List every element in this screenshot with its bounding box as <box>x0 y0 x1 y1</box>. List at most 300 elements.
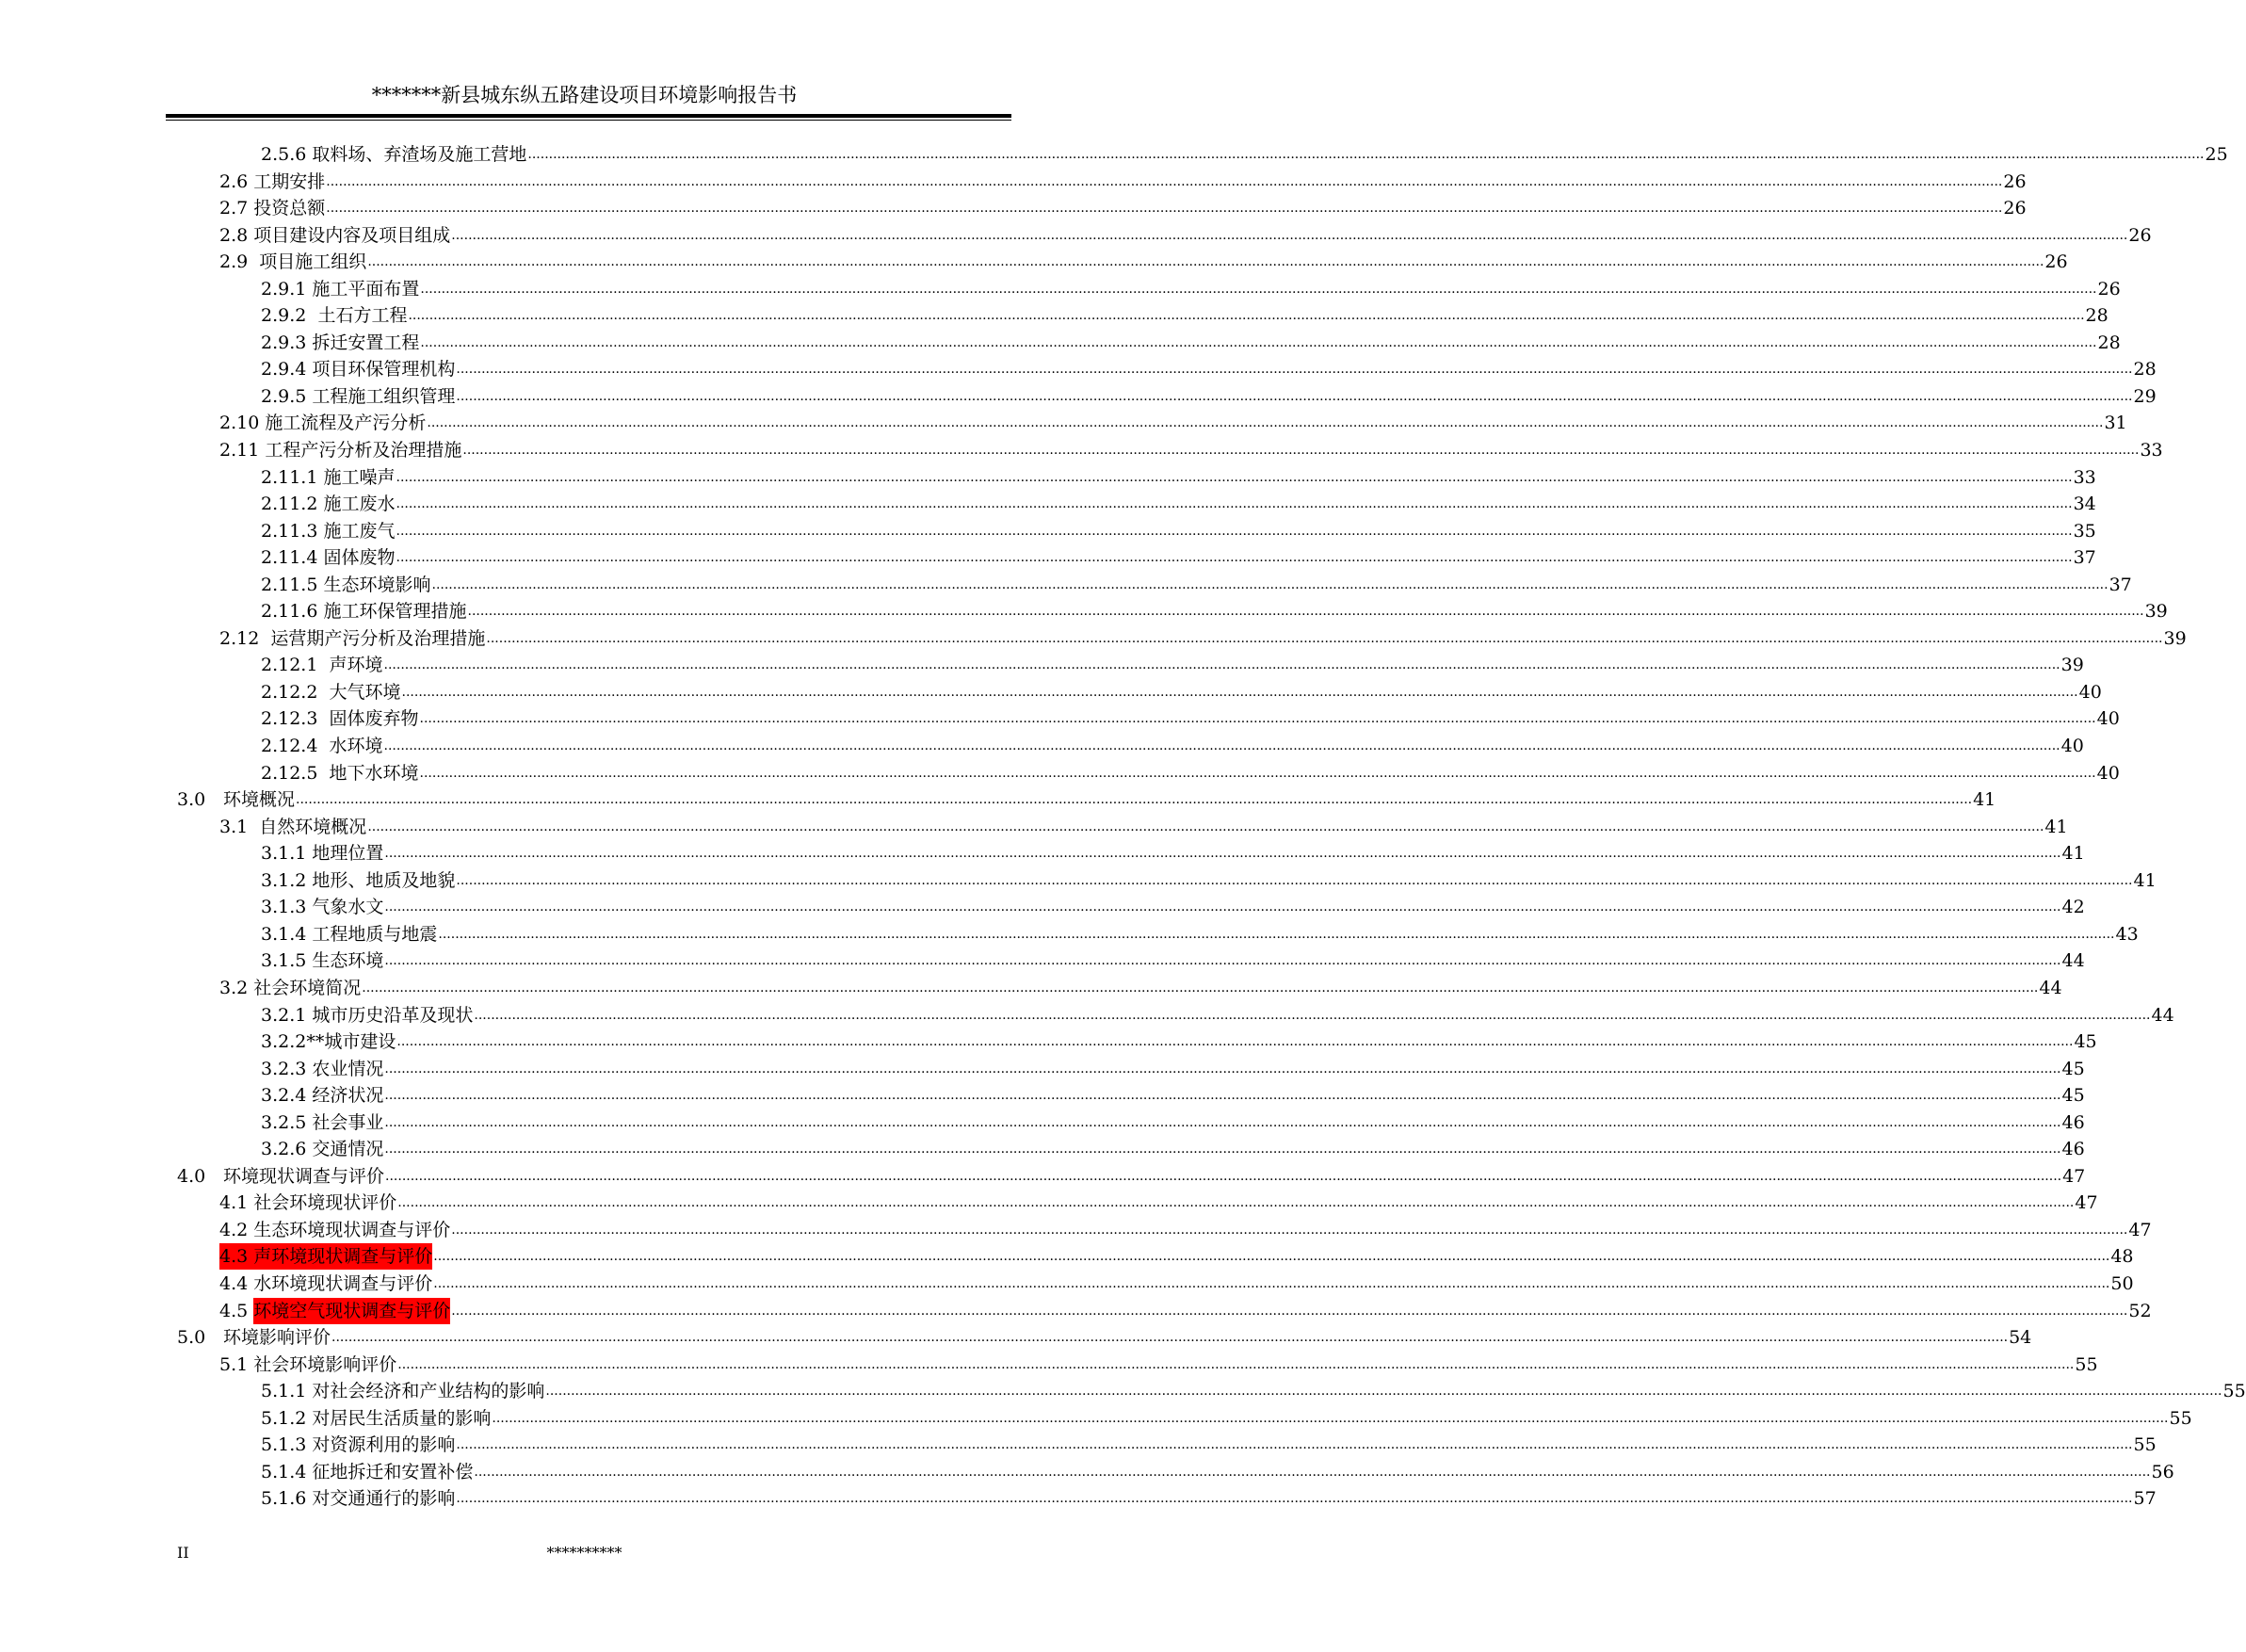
toc-entry[interactable] <box>261 1002 2174 1028</box>
toc-entry-title: 水环境 <box>329 736 383 757</box>
toc-row <box>0 1485 2157 1513</box>
toc-entry-number: 2.6 <box>219 170 254 192</box>
toc-dot-leader: ................................................................................................................................................................................................................................................................................................................................................................................................................ <box>492 1410 2169 1426</box>
toc-entry-title: 工程施工组织管理 <box>312 385 456 407</box>
toc-row <box>0 786 1996 814</box>
toc-entry[interactable] <box>219 437 2163 463</box>
toc-row <box>0 464 2096 492</box>
toc-entry-title: 项目建设内容及项目组成 <box>253 224 451 246</box>
toc-entry-title: 环境空气现状调查与评价 <box>253 1298 450 1324</box>
table-of-contents <box>0 141 2246 1513</box>
toc-entry-number: 2.11.1 <box>261 466 324 488</box>
toc-entry[interactable] <box>261 598 2168 624</box>
toc-row <box>0 1298 2152 1325</box>
toc-entry-number: 4.1 <box>219 1192 254 1214</box>
footer-center-text: ********** <box>546 1544 622 1562</box>
toc-entry[interactable] <box>219 410 2127 436</box>
toc-entry-title: 环境影响评价 <box>223 1327 331 1349</box>
toc-entry[interactable] <box>261 141 2228 168</box>
toc-dot-leader: ................................................................................................................................................................................................................................................................................................................................................................................................................ <box>456 388 2133 404</box>
toc-entry[interactable] <box>261 867 2157 894</box>
toc-row <box>0 625 2187 653</box>
toc-entry[interactable] <box>261 1459 2174 1485</box>
toc-row <box>0 1432 2157 1459</box>
toc-entry[interactable] <box>261 1109 2085 1136</box>
toc-entry[interactable] <box>261 1028 2097 1055</box>
toc-dot-leader: ................................................................................................................................................................................................................................................................................................................................................................................................................ <box>451 1303 2128 1319</box>
toc-row <box>0 141 2228 169</box>
toc-entry-number: 2.10 <box>219 413 266 434</box>
toc-dot-leader: ................................................................................................................................................................................................................................................................................................................................................................................................................ <box>396 496 2073 512</box>
toc-row <box>0 383 2157 411</box>
toc-entry-number: 4.0 <box>177 1165 206 1187</box>
toc-row <box>0 410 2127 437</box>
toc-entry[interactable] <box>261 356 2157 382</box>
toc-entry-number: 2.9.1 <box>261 278 313 300</box>
toc-dot-leader: ................................................................................................................................................................................................................................................................................................................................................................................................................ <box>296 792 1973 808</box>
toc-entry[interactable] <box>219 625 2187 652</box>
toc-entry[interactable] <box>261 652 2084 678</box>
toc-entry-number: 3.1.4 <box>261 923 313 945</box>
toc-entry[interactable] <box>261 491 2096 517</box>
toc-row <box>0 679 2102 706</box>
toc-dot-leader: ................................................................................................................................................................................................................................................................................................................................................................................................................ <box>384 846 2061 862</box>
toc-entry[interactable] <box>261 330 2121 356</box>
toc-entry[interactable] <box>177 786 1996 813</box>
toc-entry-title: 对居民生活质量的影响 <box>312 1407 492 1429</box>
toc-entry[interactable] <box>219 195 2027 221</box>
toc-entry-title: 项目环保管理机构 <box>312 359 456 381</box>
toc-entry-page: 55 <box>2075 1353 2098 1375</box>
toc-entry-page: 25 <box>2205 144 2228 165</box>
toc-entry-page: 39 <box>2060 655 2084 676</box>
toc-entry-title: 固体废弃物 <box>329 708 419 730</box>
toc-row <box>0 975 2062 1002</box>
toc-entry-page: 40 <box>2078 681 2102 703</box>
toc-entry-number: 2.9 <box>219 251 260 273</box>
toc-row <box>0 1163 2086 1190</box>
toc-row <box>0 276 2121 303</box>
toc-entry-page: 42 <box>2061 897 2085 918</box>
toc-entry[interactable] <box>261 383 2157 410</box>
toc-row <box>0 894 2085 921</box>
toc-row <box>0 572 2132 599</box>
toc-entry-number: 3.2.4 <box>261 1085 313 1107</box>
toc-entry-page: 44 <box>2061 950 2085 972</box>
toc-dot-leader: ................................................................................................................................................................................................................................................................................................................................................................................................................ <box>384 953 2061 969</box>
toc-entry-number: 3.2.6 <box>261 1139 313 1160</box>
toc-dot-leader: ................................................................................................................................................................................................................................................................................................................................................................................................................ <box>383 738 2060 754</box>
toc-entry-page: 43 <box>2115 923 2139 945</box>
toc-entry-page: 44 <box>2039 977 2062 998</box>
toc-entry[interactable] <box>219 975 2062 1001</box>
toc-entry-page: 47 <box>2075 1192 2098 1214</box>
toc-entry-title: 社会环境现状评价 <box>253 1192 397 1214</box>
toc-entry[interactable] <box>261 705 2120 732</box>
toc-row <box>0 867 2157 895</box>
toc-entry-title: 施工平面布置 <box>312 278 420 300</box>
toc-entry-page: 44 <box>2151 1004 2174 1026</box>
toc-entry-page: 41 <box>2044 816 2068 837</box>
toc-entry-title: 项目施工组织 <box>259 251 367 273</box>
toc-entry[interactable] <box>177 1324 2032 1351</box>
toc-dot-leader: ................................................................................................................................................................................................................................................................................................................................................................................................................ <box>431 576 2109 592</box>
toc-dot-leader: ................................................................................................................................................................................................................................................................................................................................................................................................................ <box>474 1464 2151 1480</box>
toc-entry-number: 3.1.3 <box>261 897 313 918</box>
toc-entry-page: 46 <box>2061 1139 2085 1160</box>
toc-entry-title: 工程地质与地震 <box>312 923 438 945</box>
toc-row <box>0 1056 2085 1083</box>
toc-row <box>0 1378 2246 1405</box>
toc-entry-title: 生态环境影响 <box>323 574 431 595</box>
toc-entry-number: 2.11 <box>219 440 266 462</box>
toc-entry-number: 2.9.2 <box>261 305 318 327</box>
toc-entry-title: **城市建设 <box>306 1031 396 1053</box>
toc-entry-page: 26 <box>2097 278 2121 300</box>
toc-entry[interactable] <box>219 249 2068 275</box>
toc-entry[interactable] <box>261 1432 2157 1458</box>
toc-entry-number: 2.5.6 <box>261 144 313 165</box>
toc-entry-page: 40 <box>2096 762 2120 784</box>
toc-entry[interactable] <box>261 1485 2157 1512</box>
toc-row <box>0 733 2084 760</box>
toc-entry-title: 拆迁安置工程 <box>312 332 420 353</box>
toc-dot-leader: ................................................................................................................................................................................................................................................................................................................................................................................................................ <box>456 1491 2133 1507</box>
toc-entry-page: 26 <box>2128 224 2152 246</box>
toc-entry[interactable] <box>219 169 2027 195</box>
toc-dot-leader: ................................................................................................................................................................................................................................................................................................................................................................................................................ <box>456 872 2133 888</box>
toc-dot-leader: ................................................................................................................................................................................................................................................................................................................................................................................................................ <box>396 550 2073 566</box>
toc-entry-page: 57 <box>2133 1488 2157 1510</box>
toc-entry[interactable] <box>261 1082 2085 1109</box>
toc-entry-number: 2.12.2 <box>261 681 330 703</box>
toc-dot-leader: ................................................................................................................................................................................................................................................................................................................................................................................................................ <box>385 1168 2062 1184</box>
toc-dot-leader: ................................................................................................................................................................................................................................................................................................................................................................................................................ <box>326 201 2003 217</box>
toc-entry-title: 固体废物 <box>323 547 396 569</box>
toc-entry-number: 2.12.5 <box>261 762 330 784</box>
toc-row <box>0 840 2085 867</box>
toc-entry-page: 28 <box>2097 332 2121 353</box>
toc-entry-number: 4.4 <box>219 1272 254 1294</box>
toc-row <box>0 947 2085 975</box>
toc-entry-title: 农业情况 <box>312 1058 384 1079</box>
toc-entry-page: 28 <box>2133 359 2157 381</box>
toc-entry[interactable] <box>261 840 2085 866</box>
toc-entry-number: 2.9.5 <box>261 385 313 407</box>
toc-entry-number: 2.11.5 <box>261 574 324 595</box>
toc-entry-page: 39 <box>2163 627 2187 649</box>
toc-entry-title: 水环境现状调查与评价 <box>253 1272 433 1294</box>
toc-dot-leader: ................................................................................................................................................................................................................................................................................................................................................................................................................ <box>438 926 2115 942</box>
toc-dot-leader: ................................................................................................................................................................................................................................................................................................................................................................................................................ <box>367 254 2044 270</box>
header-rule-thin <box>166 120 1011 121</box>
toc-entry-number: 3.1.2 <box>261 869 313 891</box>
toc-dot-leader: ................................................................................................................................................................................................................................................................................................................................................................................................................ <box>456 362 2133 378</box>
toc-dot-leader: ................................................................................................................................................................................................................................................................................................................................................................................................................ <box>451 227 2128 243</box>
toc-entry-page: 41 <box>2061 843 2085 865</box>
toc-entry-title: 声环境 <box>329 655 383 676</box>
toc-entry[interactable] <box>261 894 2085 920</box>
toc-entry-title: 社会环境简况 <box>253 977 362 998</box>
toc-entry[interactable] <box>261 518 2096 544</box>
toc-entry[interactable] <box>219 1190 2098 1216</box>
toc-entry-page: 37 <box>2073 547 2096 569</box>
toc-entry-number: 3.2.5 <box>261 1111 313 1133</box>
toc-row <box>0 302 2109 330</box>
toc-row <box>0 1243 2134 1271</box>
toc-entry-title: 自然环境概况 <box>259 816 367 837</box>
toc-entry-page: 26 <box>2044 251 2068 273</box>
toc-entry-number: 2.8 <box>219 224 254 246</box>
header-rule-thick <box>166 114 1011 118</box>
toc-entry-title: 运营期产污分析及治理措施 <box>270 627 486 649</box>
toc-dot-leader: ................................................................................................................................................................................................................................................................................................................................................................................................................ <box>408 308 2085 324</box>
toc-dot-leader: ................................................................................................................................................................................................................................................................................................................................................................................................................ <box>433 1249 2110 1265</box>
toc-entry-title: 气象水文 <box>312 897 384 918</box>
toc-entry[interactable] <box>219 1217 2152 1243</box>
toc-entry[interactable] <box>261 760 2120 786</box>
toc-row <box>0 1352 2098 1379</box>
toc-entry-title: 地理位置 <box>312 843 384 865</box>
toc-dot-leader: ................................................................................................................................................................................................................................................................................................................................................................................................................ <box>419 765 2096 781</box>
toc-row <box>0 1190 2098 1217</box>
toc-entry-number: 2.12.4 <box>261 736 330 757</box>
toc-entry-title: 社会环境影响评价 <box>253 1353 397 1375</box>
toc-dot-leader: ................................................................................................................................................................................................................................................................................................................................................................................................................ <box>384 1114 2061 1130</box>
toc-row <box>0 437 2163 464</box>
toc-dot-leader: ................................................................................................................................................................................................................................................................................................................................................................................................................ <box>462 443 2140 459</box>
toc-entry[interactable] <box>177 1163 2086 1190</box>
toc-entry-number: 5.1 <box>219 1353 254 1375</box>
toc-entry-page: 34 <box>2073 494 2096 515</box>
toc-row <box>0 1136 2085 1163</box>
toc-entry-number: 2.12.3 <box>261 708 330 730</box>
toc-entry-page: 40 <box>2096 708 2120 730</box>
toc-entry-page: 46 <box>2061 1111 2085 1133</box>
toc-row <box>0 1405 2192 1433</box>
toc-row <box>0 356 2157 383</box>
toc-entry[interactable] <box>261 921 2139 947</box>
toc-dot-leader: ................................................................................................................................................................................................................................................................................................................................................................................................................ <box>362 980 2039 996</box>
toc-entry-number: 4.2 <box>219 1219 254 1240</box>
toc-entry-title: 工期安排 <box>253 170 326 192</box>
toc-entry-page: 45 <box>2061 1058 2085 1079</box>
toc-entry[interactable] <box>219 1352 2098 1378</box>
toc-entry[interactable] <box>261 1056 2085 1082</box>
toc-entry-title: 地下水环境 <box>329 762 419 784</box>
toc-entry-page: 39 <box>2144 601 2168 623</box>
toc-row <box>0 1028 2097 1056</box>
toc-entry[interactable] <box>261 544 2096 571</box>
toc-dot-leader: ................................................................................................................................................................................................................................................................................................................................................................................................................ <box>326 173 2003 189</box>
toc-entry[interactable] <box>219 222 2152 249</box>
toc-entry-number: 5.0 <box>177 1327 206 1349</box>
toc-dot-leader: ................................................................................................................................................................................................................................................................................................................................................................................................................ <box>467 604 2144 620</box>
toc-entry[interactable] <box>261 679 2102 705</box>
toc-row <box>0 169 2027 196</box>
toc-entry[interactable] <box>219 1298 2152 1324</box>
toc-row <box>0 1324 2032 1352</box>
toc-entry-page: 50 <box>2110 1272 2134 1294</box>
toc-entry[interactable] <box>261 302 2109 329</box>
toc-dot-leader: ................................................................................................................................................................................................................................................................................................................................................................................................................ <box>383 657 2060 673</box>
toc-dot-leader: ................................................................................................................................................................................................................................................................................................................................................................................................................ <box>384 1088 2061 1104</box>
toc-entry-title: 生态环境 <box>312 950 384 972</box>
toc-entry-title: 工程产污分析及治理措施 <box>265 440 462 462</box>
toc-entry-page: 56 <box>2151 1461 2174 1482</box>
toc-dot-leader: ................................................................................................................................................................................................................................................................................................................................................................................................................ <box>420 334 2097 350</box>
toc-entry-page: 33 <box>2073 466 2096 488</box>
toc-entry-number: 3.1 <box>219 816 260 837</box>
toc-entry-page: 48 <box>2110 1246 2134 1268</box>
toc-dot-leader: ................................................................................................................................................................................................................................................................................................................................................................................................................ <box>419 711 2096 727</box>
toc-entry-title: 环境概况 <box>223 789 296 811</box>
toc-entry-number: 3.2.2 <box>261 1031 307 1053</box>
toc-entry-page: 37 <box>2109 574 2132 595</box>
toc-row <box>0 1082 2085 1109</box>
toc-dot-leader: ................................................................................................................................................................................................................................................................................................................................................................................................................ <box>384 1061 2061 1077</box>
toc-entry-title: 对交通通行的影响 <box>312 1488 456 1510</box>
toc-dot-leader: ................................................................................................................................................................................................................................................................................................................................................................................................................ <box>331 1330 2009 1346</box>
toc-entry-number: 5.1.6 <box>261 1488 313 1510</box>
toc-entry-title: 投资总额 <box>253 198 326 219</box>
footer-page-number: II <box>177 1544 189 1562</box>
toc-entry-title: 施工废气 <box>323 520 396 542</box>
toc-dot-leader: ................................................................................................................................................................................................................................................................................................................................................................................................................ <box>451 1222 2128 1238</box>
toc-entry-page: 47 <box>2062 1165 2086 1187</box>
toc-entry-number: 5.1.1 <box>261 1381 313 1402</box>
toc-entry[interactable] <box>261 733 2084 759</box>
toc-entry[interactable] <box>261 1405 2192 1432</box>
toc-entry[interactable] <box>261 1136 2085 1162</box>
toc-entry-title: 城市历史沿革及现状 <box>312 1004 474 1026</box>
toc-dot-leader: ................................................................................................................................................................................................................................................................................................................................................................................................................ <box>401 684 2078 700</box>
toc-entry-page: 31 <box>2104 413 2127 434</box>
toc-row <box>0 921 2139 948</box>
toc-entry-number: 3.2.3 <box>261 1058 313 1079</box>
toc-row <box>0 1002 2174 1029</box>
toc-entry-number: 2.11.6 <box>261 601 324 623</box>
toc-entry-title: 环境现状调查与评价 <box>223 1165 385 1187</box>
toc-row <box>0 1459 2174 1486</box>
toc-row <box>0 814 2068 841</box>
toc-entry-number: 3.0 <box>177 789 206 811</box>
toc-entry-number: 5.1.3 <box>261 1434 313 1456</box>
toc-entry-page: 41 <box>2133 869 2157 891</box>
toc-entry[interactable] <box>219 1243 2134 1270</box>
toc-dot-leader: ................................................................................................................................................................................................................................................................................................................................................................................................................ <box>486 630 2163 646</box>
toc-entry[interactable] <box>219 1271 2134 1297</box>
toc-row <box>0 652 2084 679</box>
toc-entry[interactable] <box>261 464 2096 491</box>
toc-entry-page: 55 <box>2222 1381 2246 1402</box>
toc-row <box>0 518 2096 545</box>
toc-entry[interactable] <box>219 814 2068 840</box>
toc-entry-title: 土石方工程 <box>317 305 408 327</box>
header-title: *******新县城东纵五路建设项目环境影响报告书 <box>371 84 798 106</box>
toc-row <box>0 544 2096 572</box>
toc-row <box>0 760 2120 787</box>
toc-row <box>0 705 2120 733</box>
toc-row <box>0 222 2152 250</box>
toc-entry-number: 2.12.1 <box>261 655 330 676</box>
toc-entry-title: 征地拆迁和安置补偿 <box>312 1461 474 1482</box>
toc-entry-title: 施工噪声 <box>323 466 396 488</box>
toc-entry-title: 取料场、弃渣场及施工营地 <box>312 144 527 165</box>
toc-entry-page: 26 <box>2003 170 2027 192</box>
toc-entry-page: 45 <box>2074 1031 2097 1053</box>
toc-entry[interactable] <box>261 276 2121 302</box>
toc-entry-number: 2.9.4 <box>261 359 313 381</box>
toc-dot-leader: ................................................................................................................................................................................................................................................................................................................................................................................................................ <box>397 1195 2075 1211</box>
toc-entry-title: 地形、地质及地貌 <box>312 869 456 891</box>
toc-entry-page: 54 <box>2009 1327 2032 1349</box>
toc-entry-page: 55 <box>2169 1407 2192 1429</box>
toc-entry-page: 29 <box>2133 385 2157 407</box>
toc-entry-title: 对资源利用的影响 <box>312 1434 456 1456</box>
toc-dot-leader: ................................................................................................................................................................................................................................................................................................................................................................................................................ <box>396 469 2073 485</box>
toc-entry-title: 4.3 声环境现状调查与评价 <box>219 1243 432 1270</box>
toc-dot-leader: ................................................................................................................................................................................................................................................................................................................................................................................................................ <box>384 1142 2061 1158</box>
toc-entry[interactable] <box>261 572 2132 598</box>
toc-dot-leader: ................................................................................................................................................................................................................................................................................................................................................................................................................ <box>527 147 2205 162</box>
toc-dot-leader: ................................................................................................................................................................................................................................................................................................................................................................................................................ <box>367 818 2044 834</box>
toc-entry-page: 52 <box>2128 1300 2152 1321</box>
toc-entry[interactable] <box>261 1378 2246 1404</box>
toc-entry-number: 2.11.4 <box>261 547 324 569</box>
toc-entry[interactable] <box>261 947 2085 974</box>
toc-row <box>0 249 2068 276</box>
toc-entry-title: 大气环境 <box>329 681 401 703</box>
toc-entry-number: 3.2.1 <box>261 1004 313 1026</box>
toc-entry-title: 经济状况 <box>312 1085 384 1107</box>
toc-entry-number: 2.9.3 <box>261 332 313 353</box>
toc-row <box>0 491 2096 518</box>
toc-dot-leader: ................................................................................................................................................................................................................................................................................................................................................................................................................ <box>474 1007 2151 1023</box>
toc-row <box>0 1109 2085 1137</box>
toc-row <box>0 195 2027 222</box>
toc-entry-number: 4.5 <box>219 1300 254 1321</box>
toc-entry-page: 35 <box>2073 520 2096 542</box>
toc-entry-page: 33 <box>2140 440 2163 462</box>
toc-dot-leader: ................................................................................................................................................................................................................................................................................................................................................................................................................ <box>396 523 2073 539</box>
toc-entry-page: 47 <box>2128 1219 2152 1240</box>
toc-entry-number: 5.1.2 <box>261 1407 313 1429</box>
toc-entry-title: 施工废水 <box>323 494 396 515</box>
toc-entry-page: 41 <box>1973 789 1996 811</box>
toc-entry-number: 2.7 <box>219 198 254 219</box>
toc-dot-leader: ................................................................................................................................................................................................................................................................................................................................................................................................................ <box>384 899 2061 915</box>
toc-dot-leader: ................................................................................................................................................................................................................................................................................................................................................................................................................ <box>420 281 2097 297</box>
toc-row <box>0 330 2121 357</box>
toc-entry-number: 3.2 <box>219 977 254 998</box>
toc-entry-number: 2.11.3 <box>261 520 324 542</box>
toc-entry-number: 2.11.2 <box>261 494 324 515</box>
toc-entry-title: 交通情况 <box>312 1139 384 1160</box>
toc-entry-number: 3.1.5 <box>261 950 313 972</box>
toc-dot-leader: ................................................................................................................................................................................................................................................................................................................................................................................................................ <box>545 1384 2222 1400</box>
toc-row <box>0 1217 2152 1244</box>
toc-row <box>0 598 2168 625</box>
toc-entry-number: 3.1.1 <box>261 843 313 865</box>
toc-entry-page: 45 <box>2061 1085 2085 1107</box>
toc-entry-page: 55 <box>2133 1434 2157 1456</box>
toc-entry-title: 生态环境现状调查与评价 <box>253 1219 451 1240</box>
toc-entry-title: 社会事业 <box>312 1111 384 1133</box>
toc-entry-title: 施工环保管理措施 <box>323 601 467 623</box>
toc-dot-leader: ................................................................................................................................................................................................................................................................................................................................................................................................................ <box>397 1356 2075 1372</box>
toc-dot-leader: ................................................................................................................................................................................................................................................................................................................................................................................................................ <box>427 415 2104 431</box>
